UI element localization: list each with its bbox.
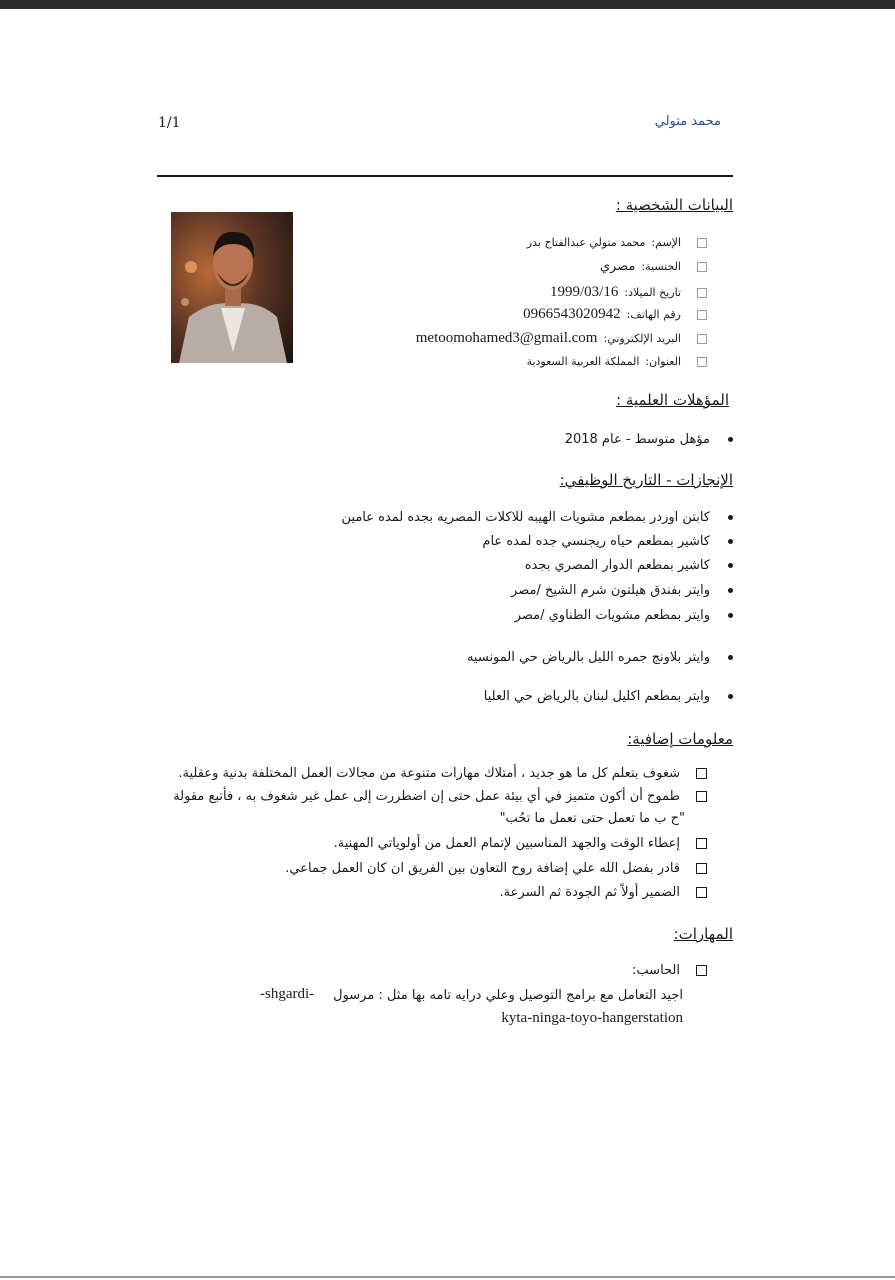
window-top-bar: [0, 0, 895, 9]
checkbox-icon: [697, 334, 707, 344]
experience-item: كاشير بمطعم حياه ريجنسي جده لمده عام: [482, 533, 733, 551]
checkbox-icon: [696, 791, 707, 802]
additional-item: إعطاء الوقت والجهد المناسبين لإتمام العمل من أولوياتي المهنية.: [334, 835, 707, 853]
header-rule: [157, 175, 733, 177]
checkbox-icon: [697, 262, 707, 272]
checkbox-icon: [697, 310, 707, 320]
experience-item: وايتر بفندق هيلتون شرم الشيخ /مصر: [511, 582, 733, 600]
checkbox-icon: [696, 863, 707, 874]
personal-email-row: البريد الإلكتروني:metoomohamed3@gmail.com: [416, 329, 707, 348]
experience-item: وايتر بمطعم اكليل لبنان بالرياض حي العليا: [484, 688, 733, 706]
personal-name-row: الإسم:محمد متولي عبدالفتاح بدر: [527, 234, 707, 252]
qualifications-heading: المؤهلات العلمية :: [616, 391, 729, 409]
experience-item: وايتر بمطعم مشويات الطناوي /مصر: [515, 607, 733, 625]
skills-computer-label: الحاسب:: [632, 962, 707, 980]
bullet-icon: [728, 588, 733, 593]
personal-phone-row: رقم الهاتف:0966543020942: [523, 305, 707, 324]
bullet-icon: [728, 539, 733, 544]
profile-photo: [171, 212, 293, 363]
skills-line1: اجيد التعامل مع برامج التوصيل وعلي درايه تامه بها مثل : مرسول: [333, 988, 683, 1003]
page-bottom-edge: [0, 1276, 895, 1278]
experience-item: كابتن اوردر بمطعم مشويات الهيبه للاكلات المصريه بجده لمده عامين: [342, 509, 734, 527]
personal-address-row: العنوان:المملكة العربية السعودية: [527, 353, 707, 371]
bullet-icon: [728, 613, 733, 618]
additional-item: الضمير أولاً ثم الجودة ثم السرعة.: [500, 884, 707, 902]
additional-heading: معلومات إضافية:: [627, 730, 733, 748]
additional-item: شغوف بتعلم كل ما هو جديد ، أمتلاك مهارات متنوعة من مجالات العمل المختلفة بدنية وعقلية.: [178, 765, 707, 783]
checkbox-icon: [697, 288, 707, 298]
additional-quote: "ح ب ما تعمل حتى تعمل ما تحُب": [499, 811, 685, 826]
additional-item: قادر بفضل الله علي إضافة روح التعاون بين الفريق ان كان العمل جماعي.: [285, 860, 707, 878]
checkbox-icon: [696, 965, 707, 976]
skills-line1-latin: -shgardi-: [260, 986, 315, 1002]
experience-item: كاشير بمطعم الدوار المصري بجده: [525, 557, 733, 575]
bullet-icon: [728, 563, 733, 568]
bullet-icon: [728, 515, 733, 520]
checkbox-icon: [697, 238, 707, 248]
experience-heading: الإنجازات - التاريخ الوظيفي:: [559, 471, 733, 489]
personal-birthdate-row: تاريخ الميلاد:1999/03/16: [550, 283, 707, 302]
checkbox-icon: [696, 838, 707, 849]
bullet-icon: [728, 694, 733, 699]
bullet-icon: [728, 437, 733, 442]
skills-line2: kyta-ninga-toyo-hangerstation: [501, 1010, 683, 1026]
page-number: 1/1: [158, 115, 181, 131]
header-name: محمد متولي: [654, 114, 721, 129]
skills-heading: المهارات:: [673, 925, 733, 943]
checkbox-icon: [697, 357, 707, 367]
checkbox-icon: [696, 887, 707, 898]
personal-nationality-row: الجنسية:مصري: [600, 258, 707, 276]
additional-item: طموح أن أكون متميز في أي بيئة عمل حتى إن اضطررت إلى عمل غير شغوف به ، فأتبع مقولة: [173, 788, 707, 806]
personal-heading: البيانات الشخصية :: [615, 196, 733, 214]
bullet-icon: [728, 655, 733, 660]
experience-item: وايتر بلاونج جمره الليل بالرياض حي المونسيه: [467, 649, 733, 667]
qualification-item: مؤهل متوسط - عام 2018: [565, 431, 733, 449]
checkbox-icon: [696, 768, 707, 779]
